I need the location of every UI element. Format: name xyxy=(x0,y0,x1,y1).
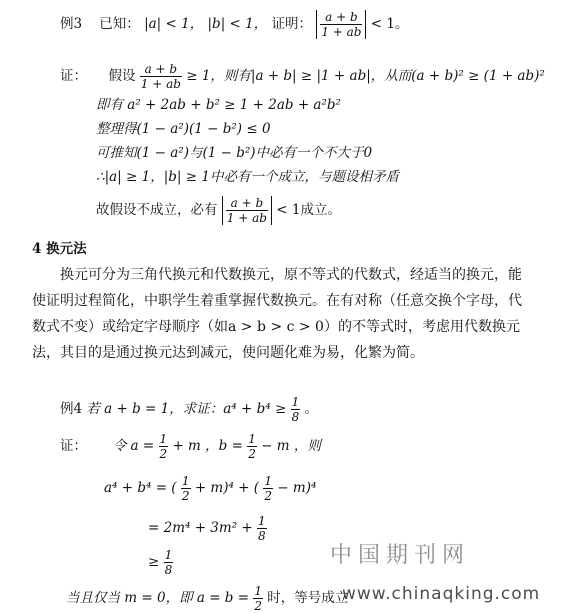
half-fraction xyxy=(247,432,257,461)
assume-consequence: ≥ 1，则有|a + b| ≥ |1 + ab|，从而(a + b)² ≥ (1 + ab)² xyxy=(186,68,545,84)
eighth-denominator: 8 xyxy=(258,529,266,543)
expansion-start: a⁴ + b⁴ = ( xyxy=(104,480,177,496)
half-denominator: 2 xyxy=(248,447,256,461)
less-than-one: < 1。 xyxy=(370,16,409,32)
example-4-end: 。 xyxy=(304,401,318,417)
conclusion-end: < 1成立。 xyxy=(276,202,341,218)
half-fraction xyxy=(181,474,191,503)
fraction-denominator: 1 + ab xyxy=(321,25,362,39)
assume-denominator: 1 + ab xyxy=(140,77,181,91)
proof-4-line-1 xyxy=(60,432,321,461)
fraction-numerator: a + b xyxy=(325,10,358,24)
half-fraction xyxy=(263,474,273,503)
condition-b: |b| < 1， xyxy=(207,16,268,32)
eighth-numerator: 1 xyxy=(258,514,266,528)
expansion-end: − m)⁴ xyxy=(277,480,317,496)
example-4-denominator: 8 xyxy=(291,410,300,424)
half-denominator: 2 xyxy=(181,489,190,503)
prove-label: 证明： xyxy=(271,16,313,32)
equality-condition: 当且仅当 m = 0，即 a = b = xyxy=(66,590,250,606)
half-fraction xyxy=(159,432,169,461)
simplified-expression: = 2m⁴ + 3m² + xyxy=(148,520,253,536)
example-4-fraction xyxy=(291,395,301,424)
example-4-numerator: 1 xyxy=(291,395,300,409)
watermark-cn: 中国期刊网 xyxy=(330,543,471,568)
proof-4-line-2 xyxy=(104,474,316,503)
proof-label: 证： xyxy=(60,68,87,84)
expansion-middle: + m)⁴ + ( xyxy=(194,480,260,496)
half-numerator: 1 xyxy=(159,432,168,446)
proof-3-line-6 xyxy=(96,196,341,225)
inequality-sign: ≥ xyxy=(148,554,160,570)
proof-3-line-1 xyxy=(60,62,545,91)
conclusion-text: 故假设不成立，必有 xyxy=(96,202,218,218)
half-fraction xyxy=(253,584,263,613)
proof-3-line-3: 整理得(1 − a²)(1 − b²) ≤ 0 xyxy=(96,121,271,137)
half-denominator: 2 xyxy=(254,599,262,613)
half-denominator: 2 xyxy=(159,447,168,461)
proof-3-line-2: 即有 a² + 2ab + b² ≥ 1 + 2ab + a²b² xyxy=(96,97,341,113)
assume-fraction xyxy=(140,62,182,91)
assume-numerator: a + b xyxy=(144,62,178,76)
known-label: 已知： xyxy=(99,16,140,32)
watermark-url: www.chinaqking.com xyxy=(342,584,541,604)
substitution-b: + m ，b = xyxy=(172,438,243,454)
example-3-line xyxy=(60,10,408,39)
half-numerator: 1 xyxy=(248,432,256,446)
conclusion-denominator: 1 + ab xyxy=(226,211,267,225)
proof-4-line-5 xyxy=(66,584,348,613)
example-4-statement: 若 a + b = 1，求证：a⁴ + b⁴ ≥ xyxy=(86,401,287,417)
half-numerator: 1 xyxy=(254,584,262,598)
eighth-fraction xyxy=(164,548,174,577)
example-3-label: 例3 xyxy=(60,16,83,32)
conclusion-numerator: a + b xyxy=(230,196,264,210)
section-4-paragraph-text: 换元可分为三角代换元和代数换元，原不等式的代数式，经适当的换元，能使证明过程简化，中职学生着重掌握代数换元。在有对称（任意交换个字母，代数式不变）或给定字母顺序（如a > b > c > 0）的不等式时，考虑用代数换元法，其目的是通过换元达到减元，使问题化难为易，化繁为简。 xyxy=(32,267,522,361)
section-4-heading: 4 换元法 xyxy=(32,241,87,257)
substitution-a: 令 a = xyxy=(112,438,155,454)
half-denominator: 2 xyxy=(264,489,272,503)
section-4-paragraph xyxy=(32,262,532,366)
example-4-line xyxy=(60,395,318,424)
equality-end: 时，等号成立 xyxy=(267,590,349,606)
eighth-denominator: 8 xyxy=(164,563,173,577)
eighth-fraction xyxy=(257,514,267,543)
abs-fraction xyxy=(316,10,366,39)
proof-4-line-4 xyxy=(148,548,173,577)
substitution-then: − m ，则 xyxy=(261,438,321,454)
condition-a: |a| < 1， xyxy=(144,16,204,32)
example-4-label: 例4 xyxy=(60,401,83,417)
half-numerator: 1 xyxy=(264,474,272,488)
proof-4-line-3 xyxy=(148,514,267,543)
conclusion-abs-fraction xyxy=(222,196,272,225)
half-numerator: 1 xyxy=(181,474,190,488)
proof-3-line-4: 可推知(1 − a²)与(1 − b²)中必有一个不大于0 xyxy=(96,145,373,161)
proof-4-label: 证： xyxy=(60,438,87,454)
eighth-numerator: 1 xyxy=(164,548,173,562)
proof-3-line-5: ∴|a| ≥ 1，|b| ≥ 1中必有一个成立，与题设相矛盾 xyxy=(96,169,399,185)
assume-text: 假设 xyxy=(108,68,136,84)
